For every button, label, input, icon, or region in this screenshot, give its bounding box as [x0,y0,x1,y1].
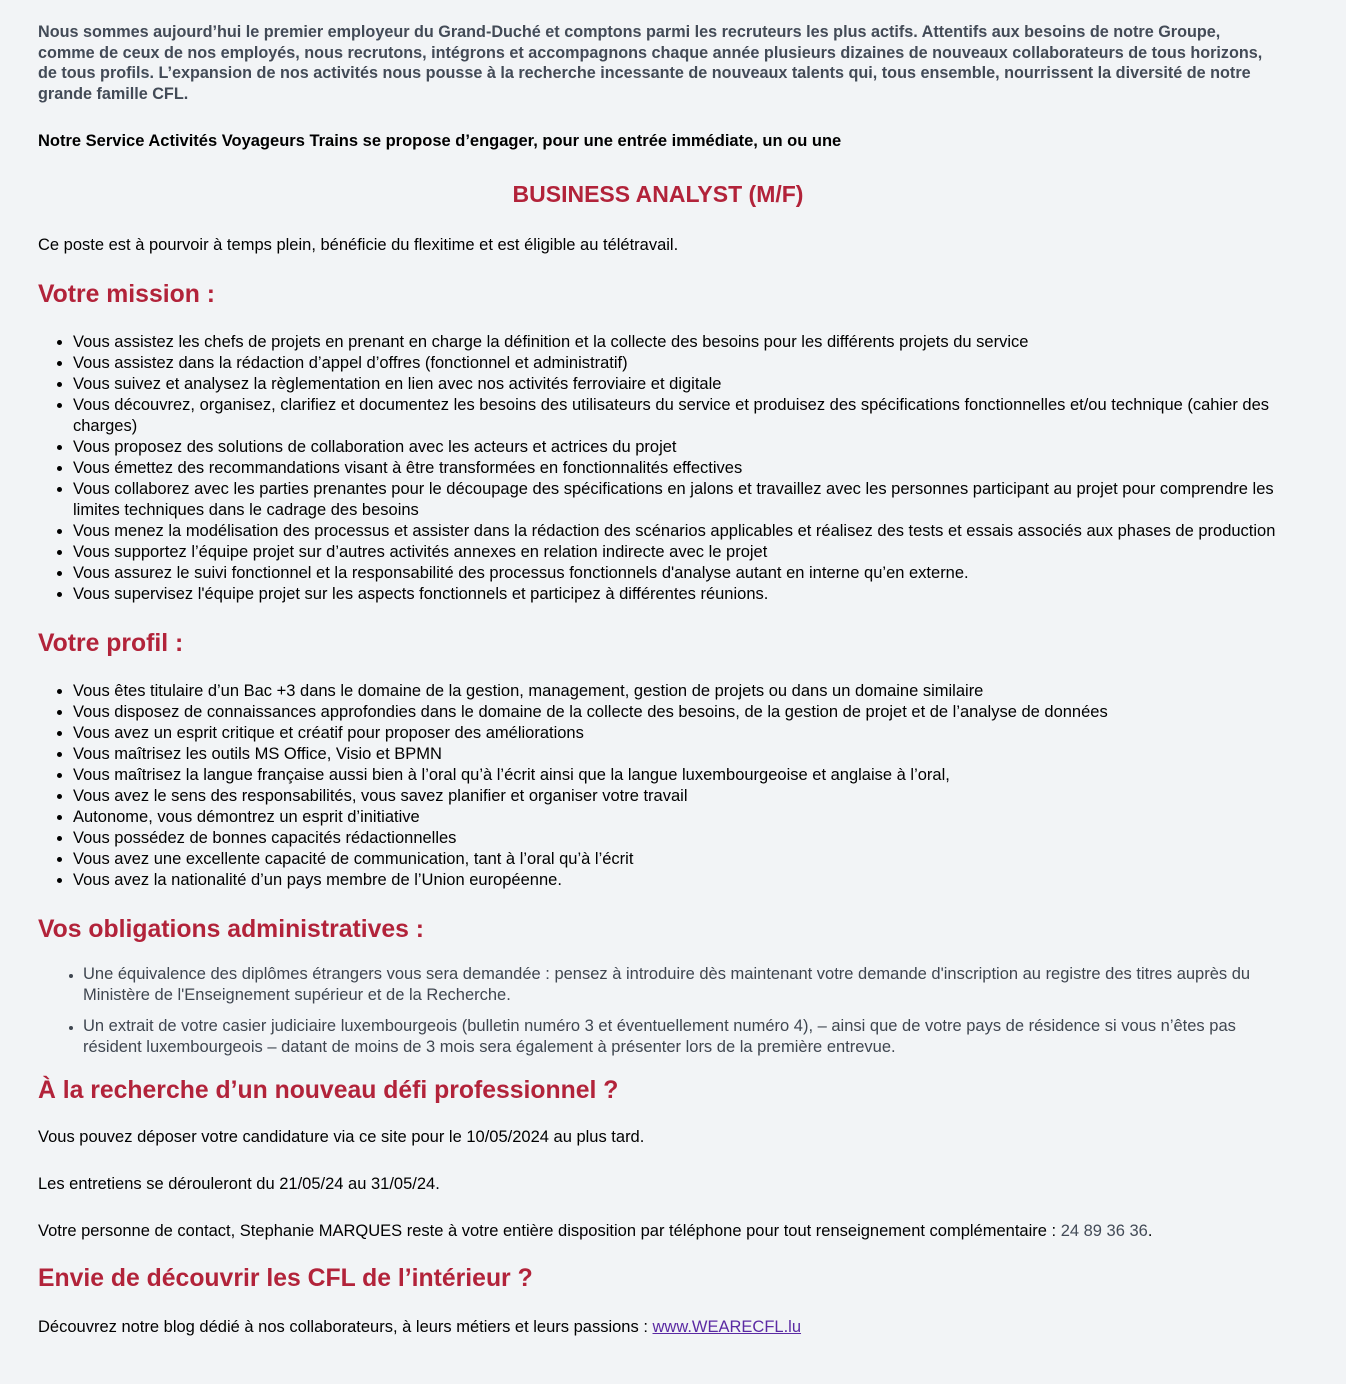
profil-heading: Votre profil : [38,630,184,657]
intro-paragraph: Nous sommes aujourd’hui le premier employeur du Grand-Duché et comptons parmi les recruteurs les plus actifs. Attentifs aux besoins de notre Groupe, comme de ceux de nos employés, nous recrutons, intégrons et accompagnons chaque année plusieurs dizaines de nouveaux collaborateurs de tous horizons, de tous profils. L’expansion de nos activités nous pousse à la recherche incessante de nouveaux talents qui, tous ensemble, nourrissent la diversité de notre grande famille CFL. [38,23,1263,103]
blog-paragraph [38,1317,1278,1338]
contact-paragraph [38,1221,1278,1242]
list-item: • Un extrait de votre casier judiciaire luxembourgeois (bulletin numéro 3 et éventuellement numéro 4), – ainsi que de votre pays de résidence si vous n’êtes pas résident luxembourgeois – datant de moins de 3 mois sera également à présenter lors de la première entrevue. [83,1016,1278,1058]
blog-link[interactable]: www.WEARECFL.lu [652,1318,802,1336]
list-item: • Vous avez un esprit critique et créatif pour proposer des améliorations [73,723,1278,744]
defi-heading: À la recherche d’un nouveau défi professionnel ? [38,1077,619,1104]
mission-list [38,332,1278,605]
list-item: • Vous proposez des solutions de collaboration avec les acteurs et actrices du projet [73,437,1278,458]
profil-list [38,681,1278,891]
job-conditions: Ce poste est à pourvoir à temps plein, bénéficie du flexitime et est éligible au télétravail. [38,236,679,254]
list-item: • Vous êtes titulaire d’un Bac +3 dans le domaine de la gestion, management, gestion de projets ou dans un domaine similaire [73,681,1278,702]
list-item: • Vous assistez dans la rédaction d’appel d’offres (fonctionnel et administratif) [73,353,1278,374]
list-item: • Vous supervisez l'équipe projet sur les aspects fonctionnels et participez à différentes réunions. [73,584,1278,605]
blog-text: Découvrez notre blog dédié à nos collaborateurs, à leurs métiers et leurs passions : [38,1318,648,1336]
list-item: • Une équivalence des diplômes étrangers vous sera demandée : pensez à introduire dès maintenant votre demande d'inscription au registre des titres auprès du Ministère de l'Enseignement supérieur et de la Recherche. [83,964,1278,1006]
mission-heading: Votre mission : [38,281,215,308]
obligations-list [38,964,1278,1058]
interviews-text: Les entretiens se dérouleront du 21/05/24 au 31/05/24. [38,1175,440,1193]
contact-end: . [1147,1222,1153,1240]
engage-statement: Notre Service Activités Voyageurs Trains se propose d’engager, pour une entrée immédiate, un ou une [38,132,842,150]
list-item: • Vous assistez les chefs de projets en prenant en charge la définition et la collecte des besoins pour les différents projets du service [73,332,1278,353]
list-item: • Vous assurez le suivi fonctionnel et la responsabilité des processus fonctionnels d'analyse autant en interne qu’en externe. [73,563,1278,584]
list-item: • Vous avez une excellente capacité de communication, tant à l’oral qu’à l’écrit [73,849,1278,870]
list-item: • Vous disposez de connaissances approfondies dans le domaine de la collecte des besoins, de la gestion de projet et de l’analyse de données [73,702,1278,723]
list-item: • Vous maîtrisez la langue française aussi bien à l’oral qu’à l’écrit ainsi que la langue luxembourgeoise et anglaise à l’oral, [73,765,1278,786]
list-item: • Vous avez le sens des responsabilités, vous savez planifier et organiser votre travail [73,786,1278,807]
list-item: • Vous avez la nationalité d’un pays membre de l’Union européenne. [73,870,1278,891]
list-item: • Vous menez la modélisation des processus et assister dans la rédaction des scénarios applicables et réalisez des tests et essais associés aux phases de production [73,521,1278,542]
list-item: • Vous émettez des recommandations visant à être transformées en fonctionnalités effectives [73,458,1278,479]
list-item: • Vous collaborez avec les parties prenantes pour le découpage des spécifications en jalons et travaillez avec les personnes participant au projet pour comprendre les limites techniques dans le cadrage des besoins [73,479,1278,521]
job-title: BUSINESS ANALYST (M/F) [512,181,804,207]
contact-phone[interactable]: 24 89 36 36 [1060,1222,1148,1240]
list-item: • Vous découvrez, organisez, clarifiez et documentez les besoins des utilisateurs du service et produisez des spécifications fonctionnelles et/ou technique (cahier des charges) [73,395,1278,437]
list-item: • Vous possédez de bonnes capacités rédactionnelles [73,828,1278,849]
contact-text: Votre personne de contact, Stephanie MARQUES reste à votre entière disposition par téléphone pour tout renseignement complémentaire : [38,1222,1057,1240]
list-item: • Autonome, vous démontrez un esprit d’initiative [73,807,1278,828]
blog-heading: Envie de découvrir les CFL de l’intérieur ? [38,1265,533,1292]
deadline-text: Vous pouvez déposer votre candidature via ce site pour le 10/05/2024 au plus tard. [38,1128,645,1146]
list-item: • Vous maîtrisez les outils MS Office, Visio et BPMN [73,744,1278,765]
list-item: • Vous supportez l’équipe projet sur d’autres activités annexes en relation indirecte avec le projet [73,542,1278,563]
list-item: • Vous suivez et analysez la règlementation en lien avec nos activités ferroviaire et digitale [73,374,1278,395]
obligations-heading: Vos obligations administratives : [38,916,424,943]
